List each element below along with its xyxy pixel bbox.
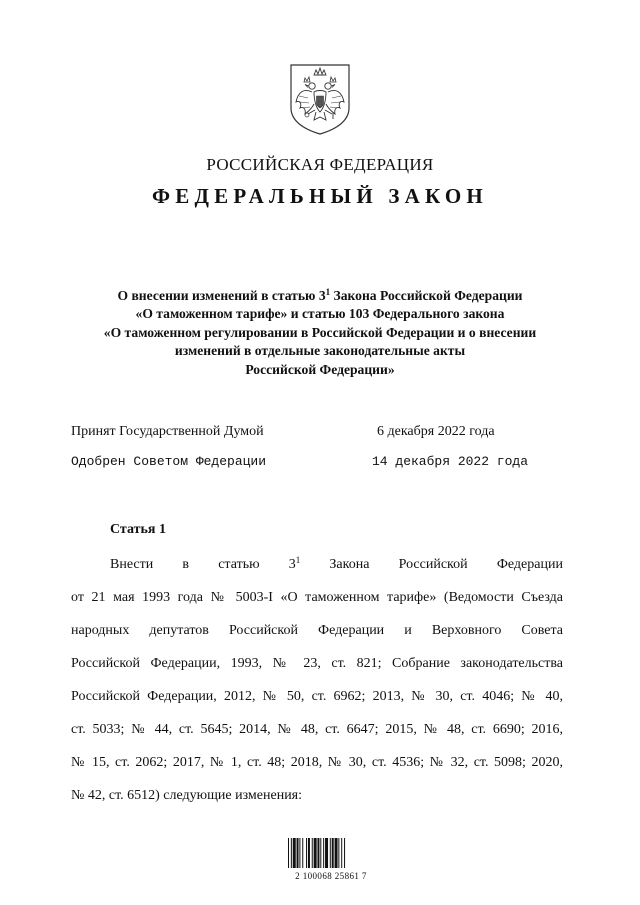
law-title-line-5: Российской Федерации» — [245, 361, 395, 377]
barcode-bar — [299, 838, 300, 868]
barcode-bar — [341, 838, 342, 868]
barcode-bar — [323, 838, 324, 868]
barcode-bar — [288, 838, 289, 868]
article-line: ст. 5033; № 44, ст. 5645; 2014, № 48, ст. 6647; 2015, № 48, ст. 6690; 2016, — [71, 722, 563, 737]
barcode-bar — [312, 838, 313, 868]
barcode-bar — [332, 838, 334, 868]
barcode-bar — [297, 838, 299, 868]
law-title-line-2: «О таможенном тарифе» и статью 103 Федерального закона — [135, 306, 505, 322]
approved-date: 14 декабря 2022 года — [372, 454, 529, 469]
article-line: Российской Федерации, 1993, № 23, ст. 821; Собрание законодательства — [71, 656, 563, 671]
law-title-line-3: «О таможенном регулировании в Российской Федерации и о внесении — [103, 324, 537, 340]
article-line-last: № 42, ст. 6512) следующие изменения: — [71, 788, 303, 803]
document-barcode — [286, 838, 376, 880]
barcode-bar — [306, 838, 307, 868]
word: статью — [218, 557, 260, 572]
barcode-bar — [308, 838, 310, 868]
barcode-bar — [335, 838, 338, 868]
article-line: от 21 мая 1993 года № 5003-I «О таможенном тарифе» (Ведомости Съезда — [71, 590, 563, 605]
word-with-superscript: $3^1$ — [288, 555, 301, 572]
russian-coat-of-arms-icon — [288, 62, 352, 136]
barcode-bar — [293, 838, 296, 868]
barcode-bar — [302, 838, 303, 868]
article-line: народных депутатов Российской Федерации и Верховного Совета — [71, 623, 563, 638]
barcode-number: 2 100068 25861 7 — [295, 871, 367, 881]
barcode-bar — [317, 838, 319, 868]
article-heading: Статья 1 — [110, 522, 166, 537]
barcode-bar — [325, 838, 328, 868]
adopted-date: 6 декабря 2022 года — [377, 424, 495, 439]
country-heading: РОССИЙСКАЯ ФЕДЕРАЦИЯ — [206, 155, 434, 174]
adopted-label: Принят Государственной Думой — [71, 424, 264, 439]
barcode-bar — [314, 838, 317, 868]
word: в — [182, 557, 190, 572]
article-line: № 15, ст. 2062; 2017, № 1, ст. 48; 2018, № 30, ст. 4536; № 32, ст. 5098; 2020, — [71, 755, 563, 770]
barcode-bar — [338, 838, 339, 868]
law-title-line-4: изменений в отдельные законодательные акты — [174, 343, 466, 359]
article-line: Российской Федерации, 2012, № 50, ст. 6962; 2013, № 30, ст. 4046; № 40, — [71, 689, 563, 704]
barcode-bar — [344, 838, 345, 868]
approved-label: Одобрен Советом Федерации — [71, 454, 267, 469]
barcode-icon — [286, 838, 376, 870]
law-title-line-1: О внесении изменений в статью $3^1$ Закона Российской Федерации — [117, 287, 523, 303]
barcode-bar — [330, 838, 331, 868]
word: Российской — [398, 557, 468, 572]
word: Федерации — [496, 557, 563, 572]
word: Закона — [329, 557, 370, 572]
barcode-bar — [291, 838, 292, 868]
word: Внести — [110, 557, 154, 572]
law-type-heading: ФЕДЕРАЛЬНЫЙ ЗАКОН — [152, 184, 488, 208]
law-title — [70, 287, 570, 379]
barcode-bar — [320, 838, 321, 868]
article-line-1 — [110, 555, 563, 575]
